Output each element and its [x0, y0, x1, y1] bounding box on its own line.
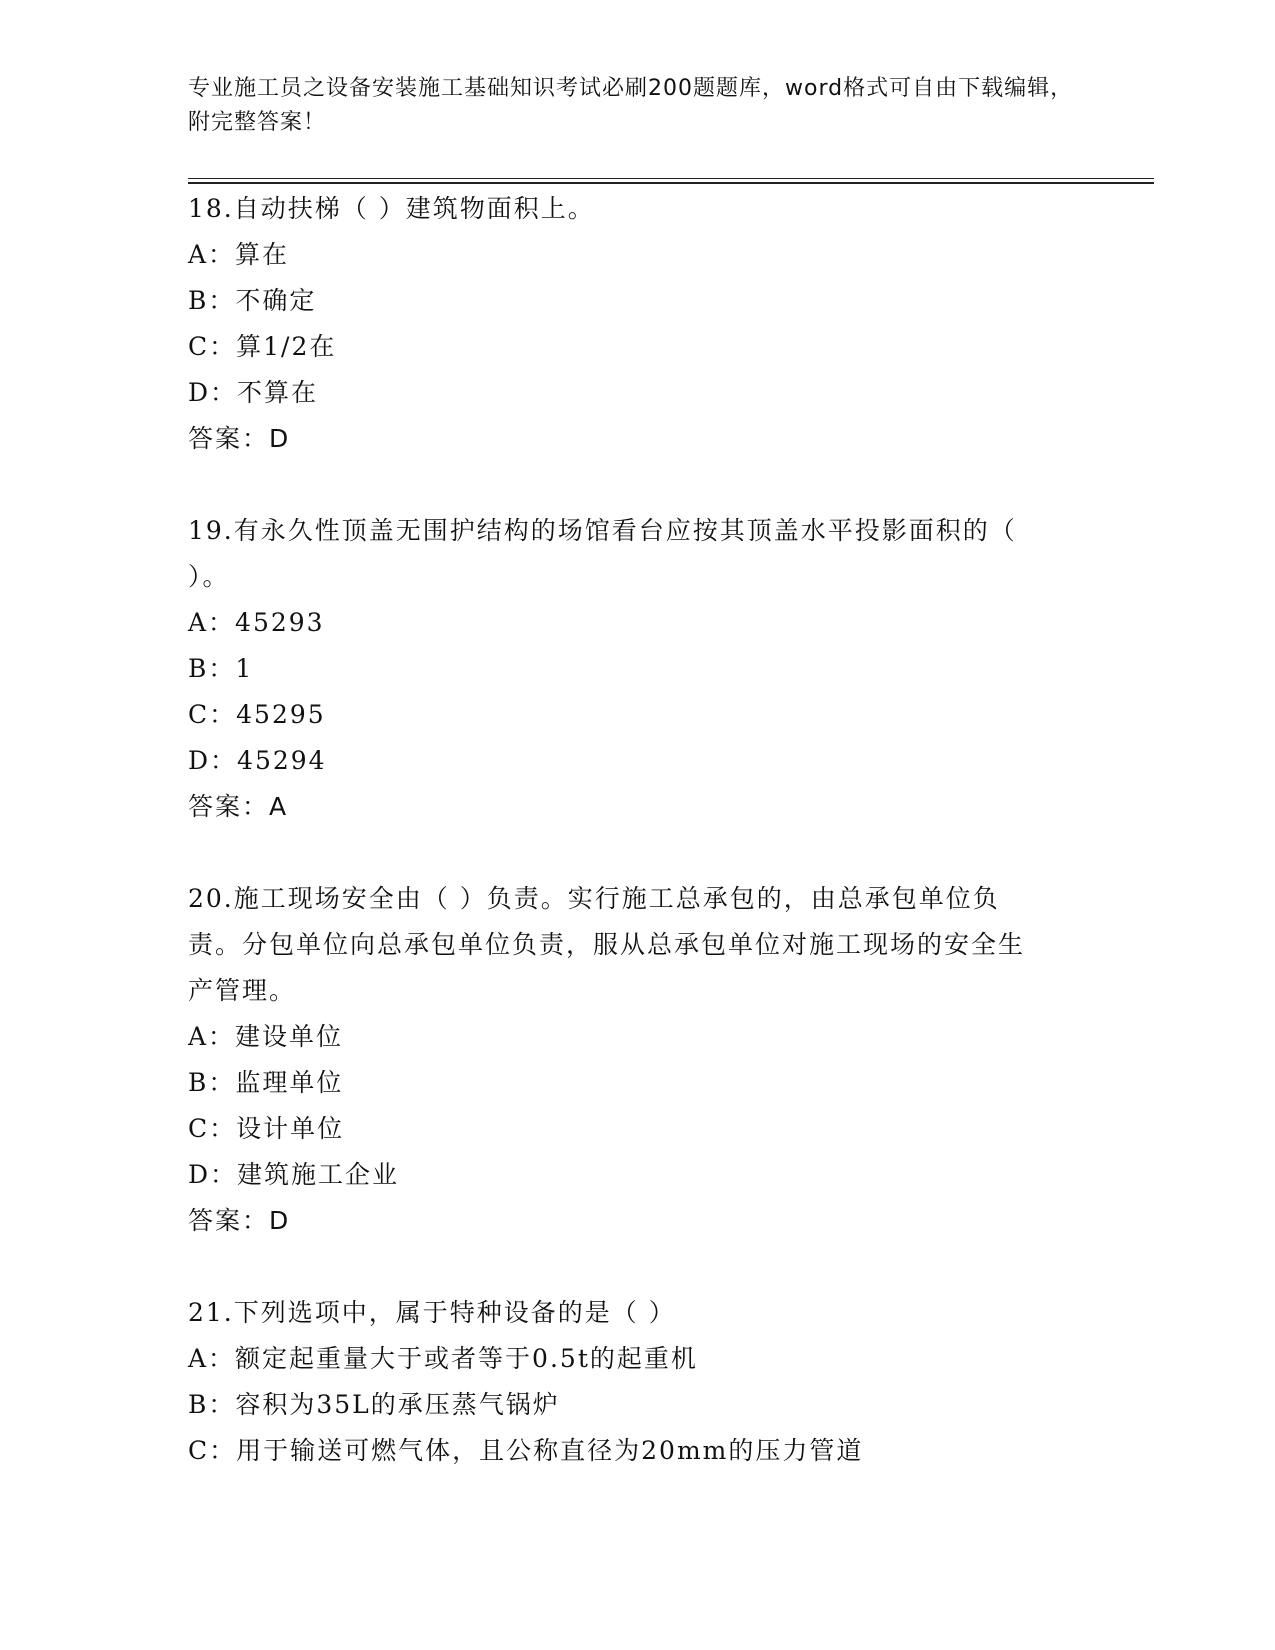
option-d: D：45294 [188, 746, 327, 775]
answer-text: 答案：A [188, 792, 289, 821]
document-header: 专业施工员之设备安装施工基础知识考试必刷200题题库，word格式可自由下载编辑，附完整答案！ [188, 76, 1074, 135]
question-list [188, 186, 1088, 1474]
question-item [188, 508, 1088, 830]
question-stem: 19.有永久性顶盖无围护结构的场馆看台应按其顶盖水平投影面积的（ ）。 [188, 516, 1017, 591]
option-d: D：不算在 [188, 378, 319, 407]
header-divider-top [188, 178, 1154, 179]
option-c: C：设计单位 [188, 1114, 345, 1143]
answer-text: 答案：D [188, 424, 291, 453]
option-c: C：45295 [188, 700, 326, 729]
option-b: B：1 [188, 654, 254, 683]
option-c: C：用于输送可燃气体，且公称直径为20mm的压力管道 [188, 1436, 864, 1465]
question-stem: 20.施工现场安全由（ ）负责。实行施工总承包的，由总承包单位负责。分包单位向总承包单位负责，服从总承包单位对施工现场的安全生产管理。 [188, 884, 1026, 1005]
option-c: C：算1/2在 [188, 332, 337, 361]
question-item [188, 186, 1088, 462]
option-d: D：建筑施工企业 [188, 1160, 400, 1189]
option-a: A：算在 [188, 240, 290, 269]
question-stem: 18.自动扶梯（ ）建筑物面积上。 [188, 194, 595, 223]
answer-text: 答案：D [188, 1206, 291, 1235]
header-divider-bottom [188, 182, 1154, 184]
option-a: A：额定起重量大于或者等于0.5t的起重机 [188, 1344, 698, 1373]
question-item [188, 876, 1088, 1244]
option-b: B：不确定 [188, 286, 317, 315]
option-b: B：监理单位 [188, 1068, 344, 1097]
question-stem: 21.下列选项中，属于特种设备的是（ ） [188, 1298, 676, 1327]
option-b: B：容积为35L的承压蒸气锅炉 [188, 1390, 560, 1419]
question-item [188, 1290, 1088, 1474]
option-a: A：45293 [188, 608, 325, 637]
option-a: A：建设单位 [188, 1022, 344, 1051]
